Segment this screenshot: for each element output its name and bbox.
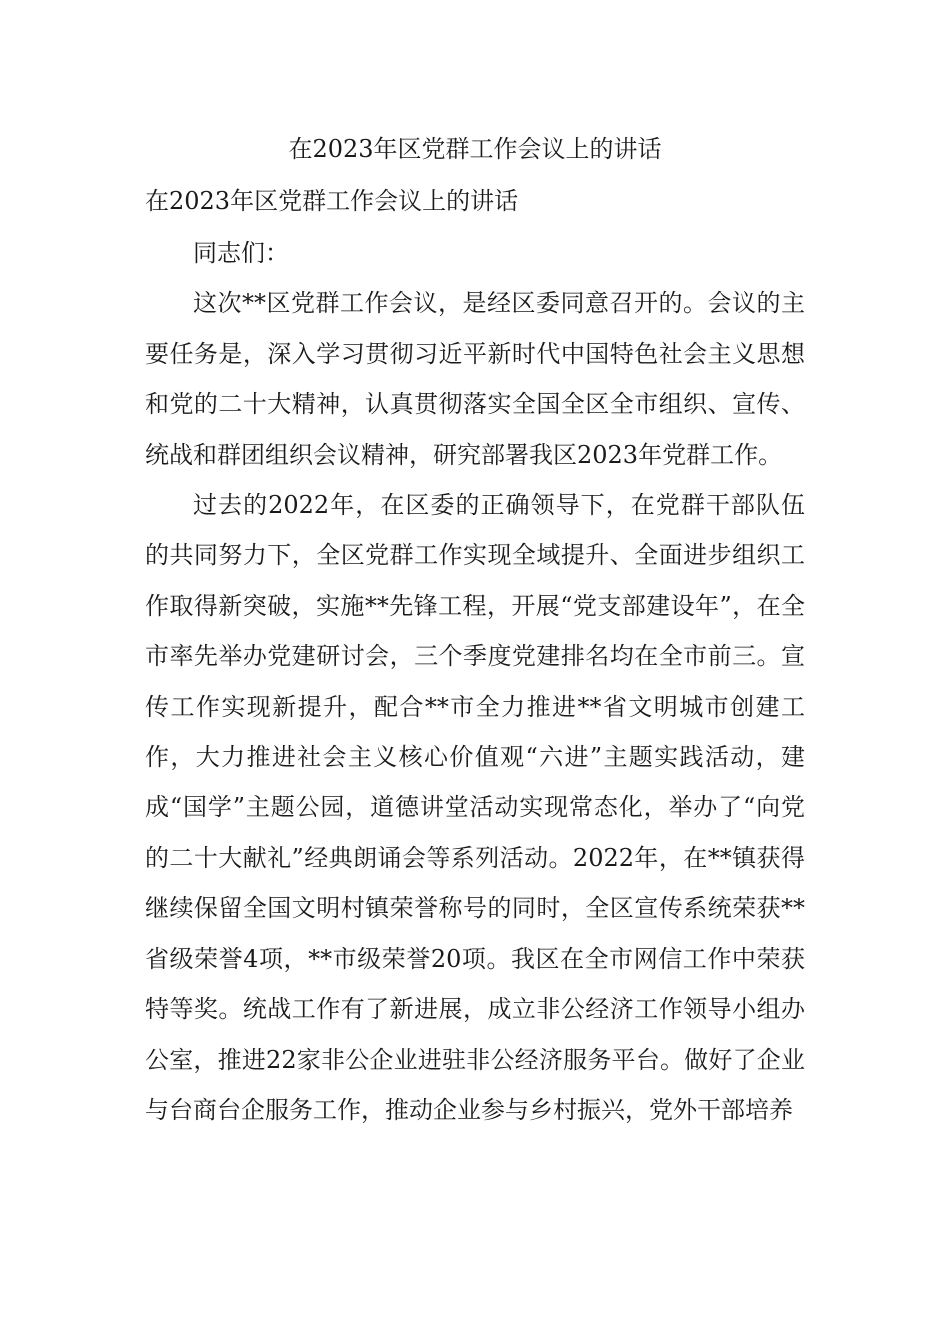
document-title: 在2023年区党群工作会议上的讲话 [288, 135, 662, 163]
document-subtitle: 在2023年区党群工作会议上的讲话 [145, 187, 519, 215]
greeting: 同志们： [193, 239, 289, 267]
paragraph-1: 这次**区党群工作会议，是经区委同意召开的。会议的主要任务是，深入学习贯彻习近平新时代中国特色社会主义思想和党的二十大精神，认真贯彻落实全国全区全市组织、宣传、统战和群团组织会议精神，研究部署我区2023年党群工作。 [145, 289, 805, 469]
document-body [145, 228, 805, 1135]
paragraph-2: 过去的2022年，在区委的正确领导下，在党群干部队伍的共同努力下，全区党群工作实现全域提升、全面进步组织工作取得新突破，实施**先锋工程，开展“党支部建设年”，在全市率先举办党建研讨会，三个季度党建排名均在全市前三。宣传工作实现新提升，配合**市全力推进**省文明城市创建工作，大力推进社会主义核心价值观“六进”主题实践活动，建成“国学”主题公园，道德讲堂活动实现常态化，举办了“向党的二十大献礼”经典朗诵会等系列活动。2022年，在**镇获得继续保留全国文明村镇荣誉称号的同时，全区宣传系统荣获**省级荣誉4项，**市级荣誉20项。我区在全市网信工作中荣获特等奖。统战工作有了新进展，成立非公经济工作领导小组办公室，推进22家非公企业进驻非公经济服务平台。做好了企业与台商台企服务工作，推动企业参与乡村振兴，党外干部培养 [145, 491, 805, 1124]
